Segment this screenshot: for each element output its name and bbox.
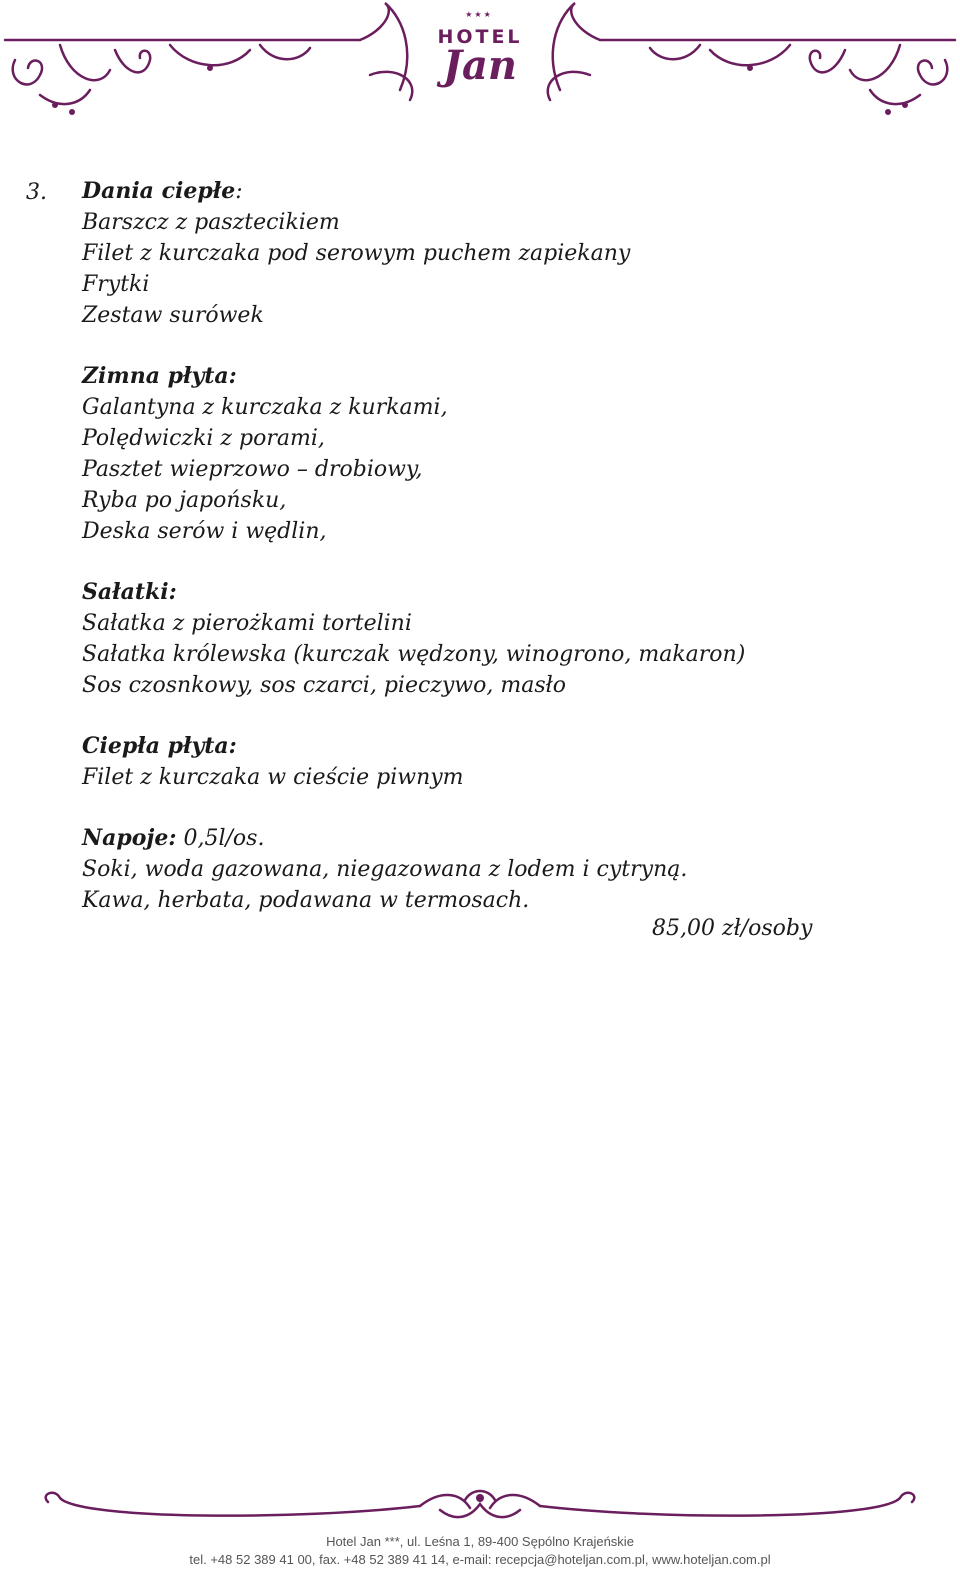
footer-contact: tel. +48 52 389 41 00, fax. +48 52 389 41 14, e-mail: recepcja@hoteljan.com.pl, www.hoteljan.com.pl [189,1552,771,1567]
logo-name-text: Jan [443,42,517,89]
logo-hotel-text: HOTEL [437,26,523,48]
drink-item: Soki, woda gazowana, niegazowana z lodem i cytryną. [82,857,688,882]
hot-dish-item: Barszcz z pasztecikiem [82,210,340,235]
warm-plate-heading: Ciepła płyta: [82,733,237,759]
cold-plate-item: Galantyna z kurczaka z kurkami, [82,395,448,420]
drinks-amount: 0,5l/os. [176,826,265,851]
salad-item: Sałatka królewska (kurczak wędzony, winogrono, makaron) [82,642,746,667]
hot-dishes-heading [82,176,243,207]
hot-dish-item: Filet z kurczaka pod serowym puchem zapiekany [82,241,631,266]
hot-dish-item: Frytki [82,272,150,297]
footer-address: Hotel Jan ***, ul. Leśna 1, 89-400 Sępólno Krajeńskie [326,1534,634,1549]
cold-plate-item: Polędwiczki z porami, [82,426,325,451]
cold-plate-item: Pasztet wieprzowo – drobiowy, [82,457,423,482]
section-number: 3. [26,180,47,205]
salad-item: Sałatka z pierożkami tortelini [82,611,412,636]
warm-plate-item: Filet z kurczaka w cieście piwnym [82,765,464,790]
salads-heading: Sałatki: [82,579,177,605]
hot-dish-item: Zestaw surówek [82,303,264,328]
price-per-person: 85,00 zł/osoby [652,916,813,941]
logo-stars: ★★★ [465,10,493,19]
hot-dishes-heading-text: Dania ciepłe [82,178,236,204]
hot-dishes-colon: : [235,179,243,204]
cold-plate-item: Deska serów i wędlin, [82,519,327,544]
header-ornament [0,0,960,125]
drinks-heading [82,823,264,854]
drinks-heading-text: Napoje: [82,825,177,851]
footer-swirl-icon [0,1480,960,1540]
salad-item: Sos czosnkowy, sos czarci, pieczywo, masło [82,673,567,698]
drink-item: Kawa, herbata, podawana w termosach. [82,888,530,913]
footer-ornament [0,1480,960,1584]
cold-plate-heading: Zimna płyta: [82,363,237,389]
cold-plate-item: Ryba po japońsku, [82,488,287,513]
